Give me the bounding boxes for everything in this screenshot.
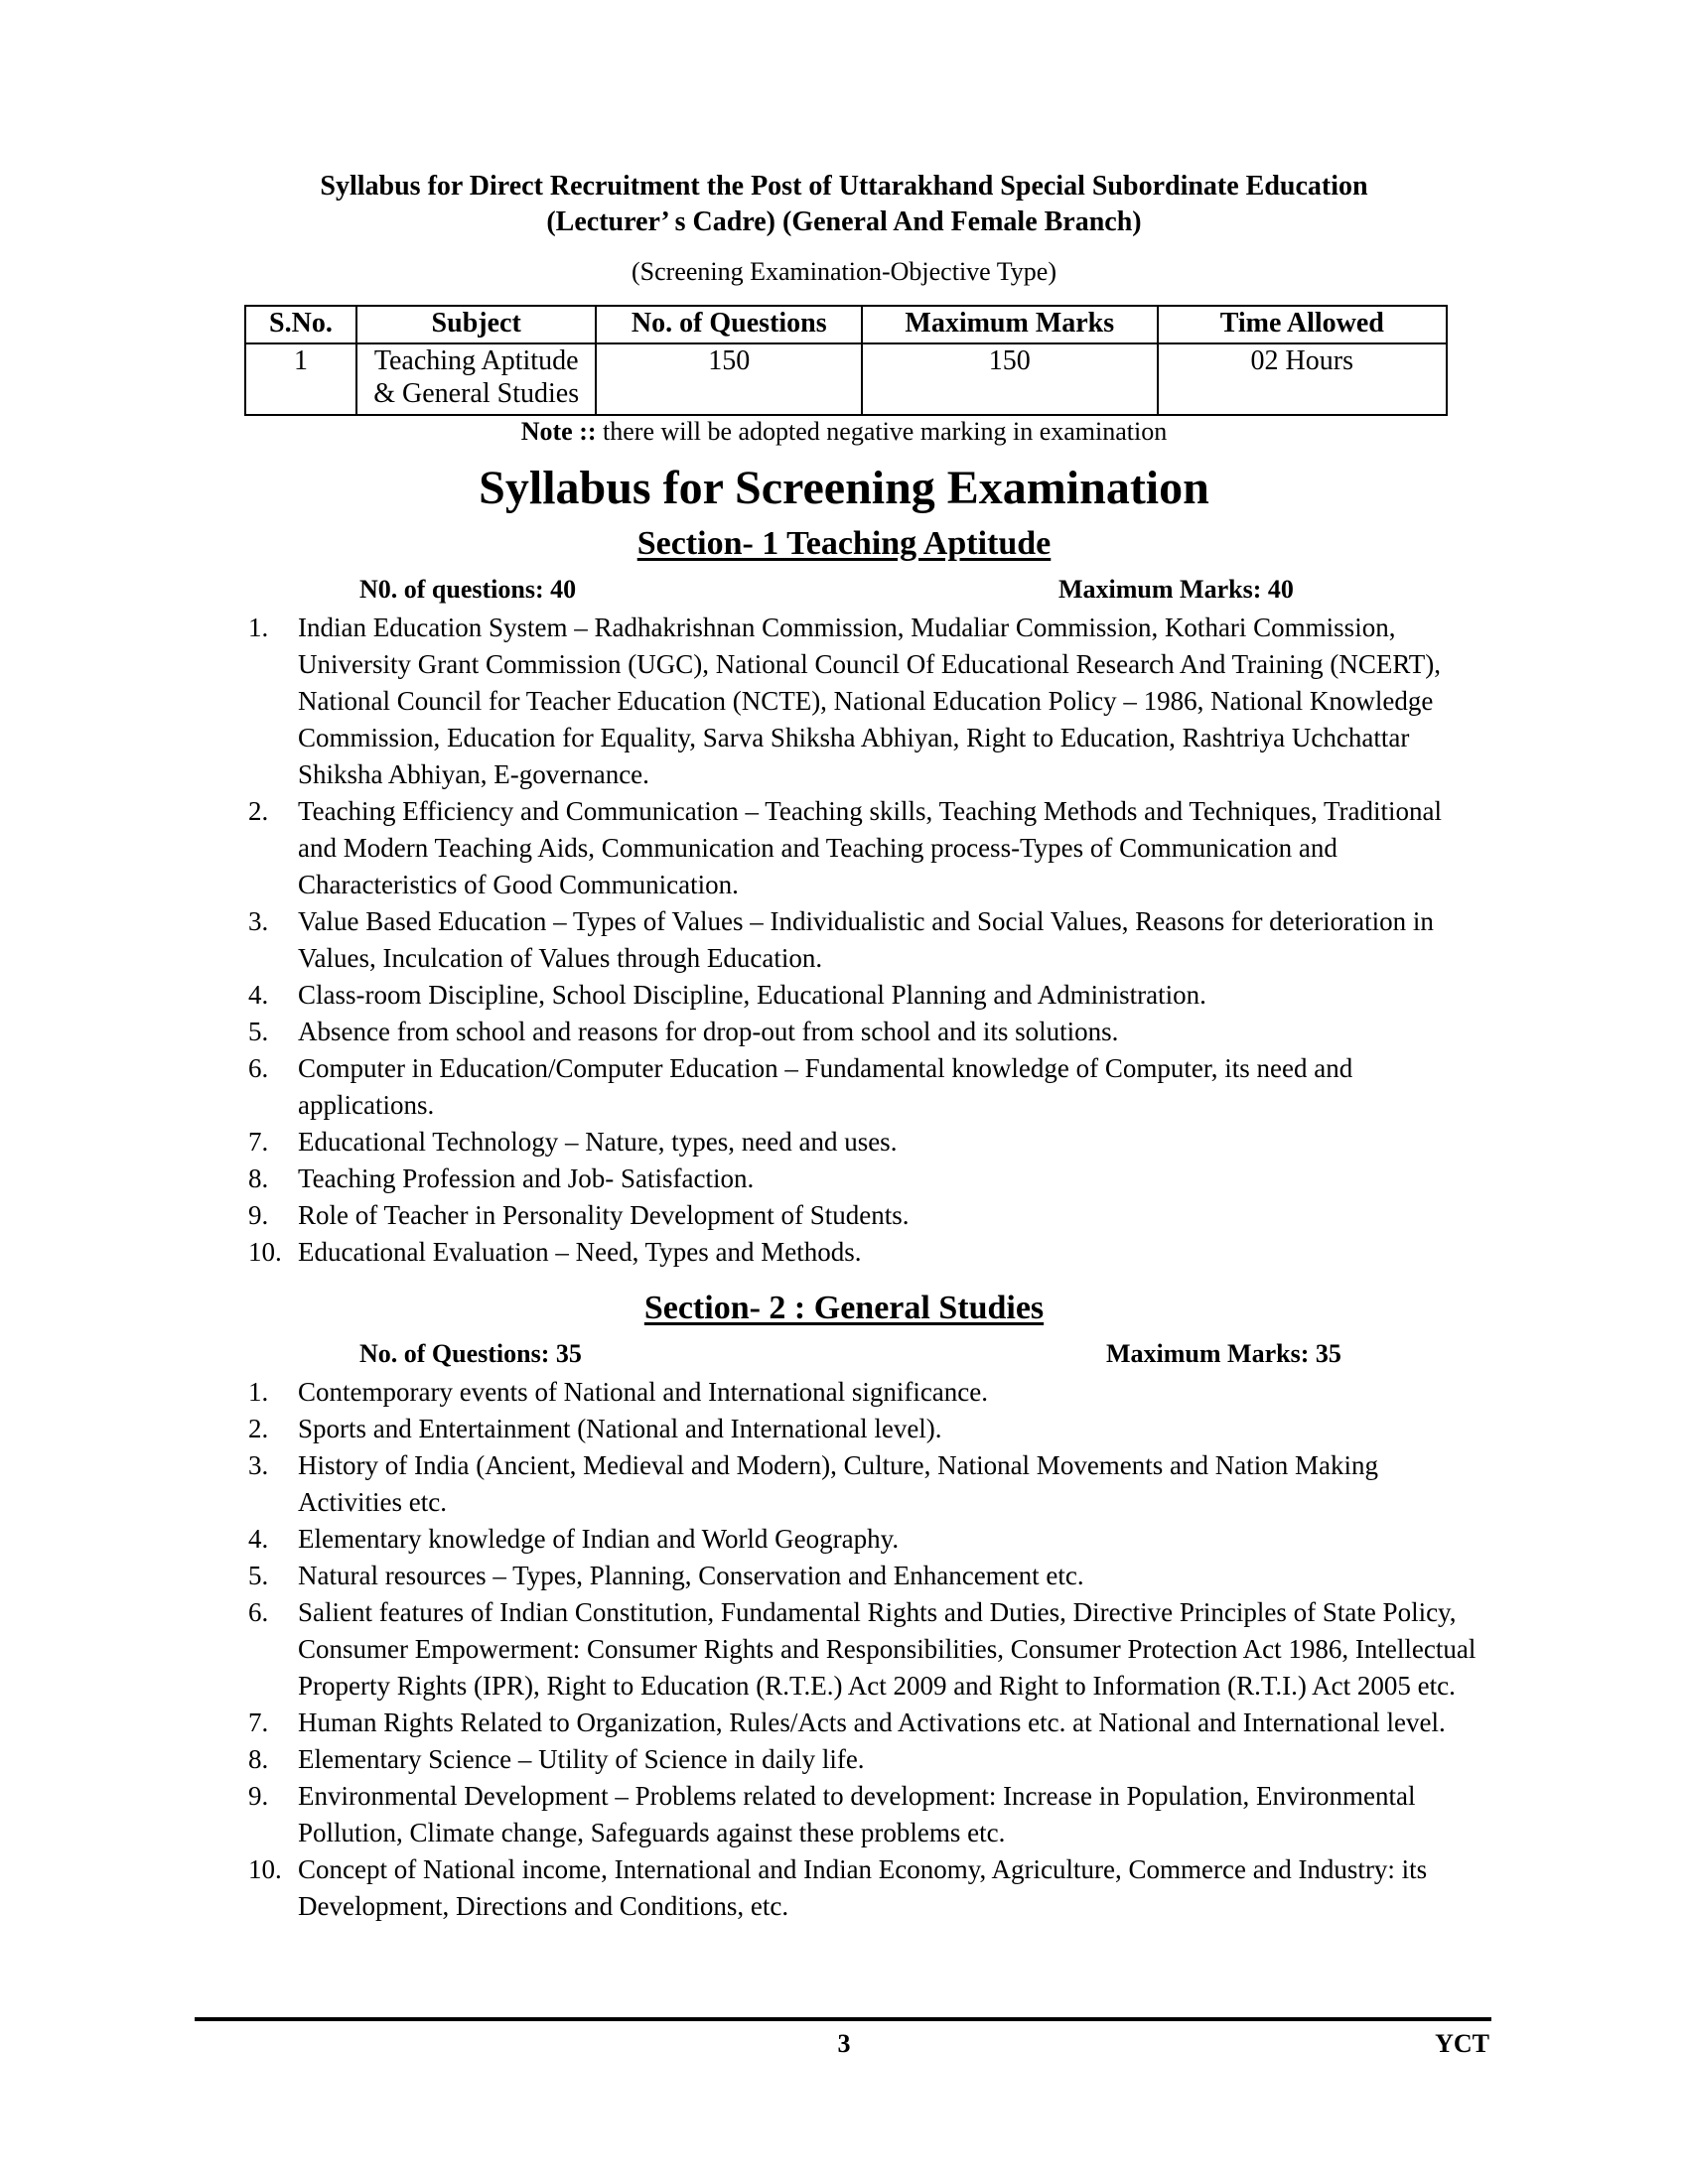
list-item	[248, 977, 1479, 1014]
item-number: 8.	[248, 1163, 269, 1193]
section1-topic-list	[248, 610, 1479, 1271]
item-number: 4.	[248, 980, 269, 1010]
item-text: Teaching Efficiency and Communication – Teaching skills, Teaching Methods and Techniques, Traditional and Modern Teaching Aids, Communication and Teaching process-Types of Communication and Characteristics of Good Communication.	[298, 796, 1442, 899]
item-number: 10.	[248, 1854, 282, 1884]
column-header-subject: Subject	[356, 306, 597, 343]
note-label: Note ::	[520, 417, 597, 446]
table-header-row	[245, 306, 1447, 343]
subject-line2: & General Studies	[373, 378, 580, 409]
list-item	[248, 610, 1479, 793]
item-text: Educational Evaluation – Need, Types and Methods.	[298, 1237, 862, 1267]
list-item	[248, 1558, 1479, 1594]
item-number: 3.	[248, 906, 269, 936]
document-subtitle: (Screening Examination-Objective Type)	[632, 257, 1056, 286]
document-title-line1: Syllabus for Direct Recruitment the Post of Uttarakhand Special Subordinate Education	[320, 171, 1368, 202]
list-item	[248, 1050, 1479, 1124]
list-item	[248, 793, 1479, 903]
item-text: History of India (Ancient, Medieval and Modern), Culture, National Movements and Nation Making Activities etc.	[298, 1450, 1379, 1517]
cell-subject	[356, 343, 597, 415]
list-item	[248, 1014, 1479, 1050]
publisher-mark: YCT	[1435, 2029, 1489, 2058]
item-text: Elementary Science – Utility of Science in daily life.	[298, 1744, 865, 1774]
item-number: 3.	[248, 1450, 269, 1480]
item-number: 2.	[248, 796, 269, 826]
item-number: 6.	[248, 1597, 269, 1627]
list-item	[248, 1447, 1479, 1521]
item-text: Concept of National income, International and Indian Economy, Agriculture, Commerce and Industry: its Development, Directions and Conditions, etc.	[298, 1854, 1428, 1921]
item-text: Sports and Entertainment (National and International level).	[298, 1414, 942, 1443]
section2-questions: No. of Questions: 35	[359, 1339, 582, 1368]
section2-marks: Maximum Marks: 35	[1106, 1339, 1341, 1368]
list-item	[248, 1160, 1479, 1197]
item-text: Educational Technology – Nature, types, need and uses.	[298, 1127, 898, 1157]
item-text: Human Rights Related to Organization, Rules/Acts and Activations etc. at National and International level.	[298, 1707, 1446, 1737]
item-text: Elementary knowledge of Indian and World Geography.	[298, 1524, 900, 1554]
item-text: Natural resources – Types, Planning, Conservation and Enhancement etc.	[298, 1561, 1084, 1590]
section1-marks: Maximum Marks: 40	[1058, 575, 1294, 604]
item-number: 2.	[248, 1414, 269, 1443]
item-text: Indian Education System – Radhakrishnan Commission, Mudaliar Commission, Kothari Commission, University Grant Commission (UGC), National Council Of Educational Research And Training (NCERT), National Council for Teacher Education (NCTE), National Education Policy – 1986, National Knowledge Commission, Education for Equality, Sarva Shiksha Abhiyan, Right to Education, Rashtriya Uchchattar Shiksha Abhiyan, E-governance.	[298, 613, 1441, 789]
item-number: 8.	[248, 1744, 269, 1774]
column-header-marks: Maximum Marks	[862, 306, 1158, 343]
cell-sno: 1	[245, 343, 356, 415]
list-item	[248, 1411, 1479, 1447]
column-header-sno: S.No.	[245, 306, 356, 343]
main-heading: Syllabus for Screening Examination	[479, 462, 1209, 514]
document-title-line2: (Lecturer’ s Cadre) (General And Female Branch)	[546, 206, 1142, 237]
negative-marking-note	[0, 417, 1688, 447]
item-number: 5.	[248, 1017, 269, 1046]
item-number: 1.	[248, 1377, 269, 1407]
item-text: Salient features of Indian Constitution, Fundamental Rights and Duties, Directive Principles of State Policy, Consumer Empowerment: Consumer Rights and Responsibilities, Consumer Protection Act 1986, Intellectual Property Rights (IPR), Right to Education (R.T.E.) Act 2009 and Right to Information (R.T.I.) Act 2005 etc.	[298, 1597, 1477, 1701]
item-number: 9.	[248, 1781, 269, 1811]
item-text: Role of Teacher in Personality Development of Students.	[298, 1200, 910, 1230]
item-number: 10.	[248, 1237, 282, 1267]
footer-rule	[195, 2017, 1491, 2021]
section1-heading: Section- 1 Teaching Aptitude	[636, 525, 1052, 562]
item-number: 9.	[248, 1200, 269, 1230]
list-item	[248, 903, 1479, 977]
item-number: 1.	[248, 613, 269, 642]
list-item	[248, 1234, 1479, 1271]
list-item	[248, 1521, 1479, 1558]
list-item	[248, 1197, 1479, 1234]
item-text: Contemporary events of National and International significance.	[298, 1377, 989, 1407]
list-item	[248, 1124, 1479, 1160]
note-text: there will be adopted negative marking in examination	[596, 417, 1168, 446]
cell-marks: 150	[862, 343, 1158, 415]
item-text: Class-room Discipline, School Discipline, Educational Planning and Administration.	[298, 980, 1206, 1010]
cell-questions: 150	[596, 343, 862, 415]
item-text: Environmental Development – Problems related to development: Increase in Population, Environmental Pollution, Climate change, Safeguards against these problems etc.	[298, 1781, 1416, 1847]
cell-time: 02 Hours	[1158, 343, 1447, 415]
column-header-time: Time Allowed	[1158, 306, 1447, 343]
list-item	[248, 1594, 1479, 1705]
section1-questions: N0. of questions: 40	[359, 575, 577, 604]
item-text: Absence from school and reasons for drop-out from school and its solutions.	[298, 1017, 1119, 1046]
list-item	[248, 1851, 1479, 1925]
item-number: 7.	[248, 1707, 269, 1737]
subject-line1: Teaching Aptitude	[373, 345, 579, 376]
list-item	[248, 1778, 1479, 1851]
page-number: 3	[837, 2029, 851, 2058]
section2-heading: Section- 2 : General Studies	[643, 1290, 1045, 1326]
column-header-questions: No. of Questions	[596, 306, 862, 343]
exam-pattern-table	[244, 305, 1448, 416]
item-number: 7.	[248, 1127, 269, 1157]
item-number: 5.	[248, 1561, 269, 1590]
item-number: 4.	[248, 1524, 269, 1554]
section2-topic-list	[248, 1374, 1479, 1925]
list-item	[248, 1705, 1479, 1741]
item-text: Teaching Profession and Job- Satisfaction.	[298, 1163, 755, 1193]
list-item	[248, 1374, 1479, 1411]
list-item	[248, 1741, 1479, 1778]
table-row	[245, 343, 1447, 415]
item-text: Computer in Education/Computer Education – Fundamental knowledge of Computer, its need and applications.	[298, 1053, 1353, 1120]
item-text: Value Based Education – Types of Values – Individualistic and Social Values, Reasons for deterioration in Values, Inculcation of Values through Education.	[298, 906, 1434, 973]
item-number: 6.	[248, 1053, 269, 1083]
